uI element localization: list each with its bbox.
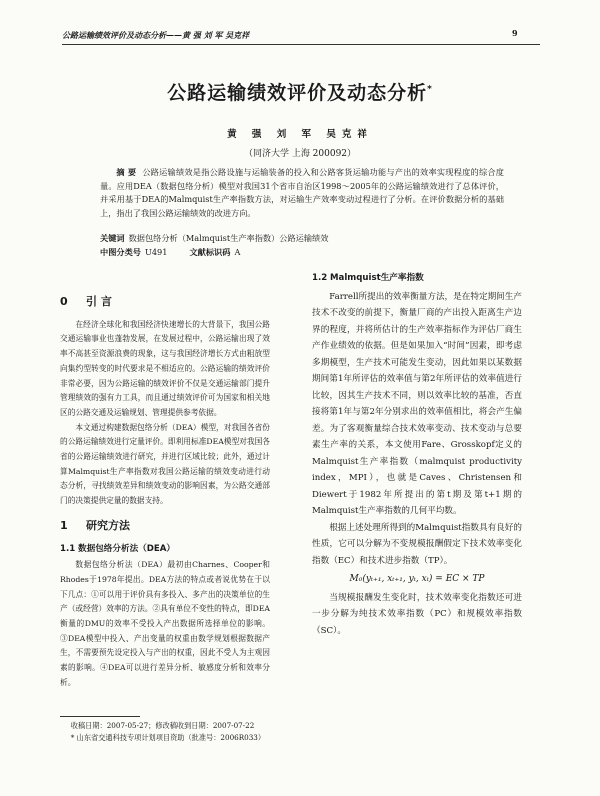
classification-line xyxy=(100,246,504,259)
section-number: 0 xyxy=(60,295,68,308)
subsection-number: 1.2 xyxy=(312,273,328,283)
doc-label: 文献标识码 xyxy=(189,247,231,257)
section-heading-methods xyxy=(60,519,270,534)
doc-value: A xyxy=(234,247,241,257)
keywords-text: 数据包络分析（Malmquist生产率指数）公路运输绩效 xyxy=(128,233,329,243)
footnote-divider xyxy=(60,716,140,717)
section-heading-intro xyxy=(60,295,270,310)
malmquist-formula: M₀(yₜ₊₁, xₜ₊₁, yₜ, xₜ) = EC × TP xyxy=(349,574,485,584)
class-value: U491 xyxy=(144,247,168,257)
subsection-heading-malmquist xyxy=(312,270,522,287)
article-title-text: 公路运输绩效评价及动态分析 xyxy=(167,82,428,104)
page-number: 9 xyxy=(512,28,518,38)
running-head xyxy=(62,30,540,45)
article-affiliation: （同济大学 上海 200092） xyxy=(243,149,357,159)
keywords-line xyxy=(100,232,504,245)
subsection-heading-dea xyxy=(60,542,270,557)
malmquist-paragraph-2: 根据上述处理所得到的Malmquist指数具有良好的性质，它可以分解为不变规模报酬假定下技术效率变化指数（EC）和技术进步指数（TP）。 xyxy=(312,522,522,566)
article-title xyxy=(0,78,600,105)
malmquist-paragraph-1: Farrell所提出的效率衡量方法，是在特定期间生产技术不改变的前提下，衡量厂商的产出投入距离生产边界的程度，并将所估计的生产效率指标作为评估厂商生产作业绩效的依据。但是如果加入“时间”因素，即考虑多期模型，生产技术可能发生变动，因此如果以某数据期间第1年所评估的效率值与第2年所评估的效率值进行比较，因其生产技术不同，则以效率比较的基准，否直接将第1年与第2年分别求出的效率值相比，将会产生偏差。为了客观衡量综合技术效率变动、技术变动与总要素生产率的关系，本文使用Fare、Grosskopf定义的Malmquist生产率指数（malmquist productivity index，MPI），也就是Caves、Christensen和Diewert于1982年所提出的第t期及第t+1期的Malmquist生产率指数的几何平均数。 xyxy=(312,291,522,516)
malmquist-paragraph-3: 当规模报酬发生变化时，技术效率变化指数还可进一步分解为纯技术效率指数（PC）和规模效率指数（SC）。 xyxy=(312,592,522,636)
intro-paragraph-2: 本文通过构建数据包络分析（DEA）模型，对我国各省份的公路运输绩效进行定量评价。即利用标准DEA模型对我国各省的公路运输绩效进行研究，并进行区域比较；此外，通过计算Malmquist生产率指数对我国公路运输的绩效变动进行动态分析，寻找绩效差异和绩效变动的影响因素，为公路交通部门的决策提供定量的数据支持。 xyxy=(60,422,270,506)
keywords-label: 关键词 xyxy=(100,233,125,243)
class-label: 中图分类号 xyxy=(100,247,141,257)
left-column xyxy=(60,285,270,691)
dea-paragraph: 数据包络分析法（DEA）最初由Charnes、Cooper和Rhodes于1978年提出。DEA方法的特点或者说优势在于以下几点：①可以用于评价具有多投入、多产出的决策单位的生产（或经营）效率的方法。②具有单位不变性的特点，即DEA衡量的DMU的效率不受投入产出数据所选择单位的影响。③DEA模型中投入、产出变量的权重由数学规划根据数据产生，不需要预先设定投入与产出的权重，因此不受人为主观因素的影响。④DEA可以进行差异分析、敏感度分析和效率分析。 xyxy=(60,560,270,687)
intro-paragraph-1: 在经济全球化和我国经济快速增长的大背景下，我国公路交通运输事业也蓬勃发展，在发展过程中，公路运输出现了效率不高甚至资源浪费的现象，这与我国经济增长方式由粗放型向集约型转变的时代要求是不相适应的。公路运输的绩效评价非常必要，因为公路运输的绩效评价不仅是交通运输部门提升管理绩效的强有力工具，而且通过绩效评价可为国家和相关地区的公路交通及运输规划、管理提供参考依据。 xyxy=(60,319,270,417)
title-footnote-mark: * xyxy=(427,84,433,95)
subsection-title: Malmquist生产率指数 xyxy=(330,273,424,283)
section-number: 1 xyxy=(60,518,68,532)
abstract xyxy=(100,166,504,221)
section-title: 引 言 xyxy=(86,295,112,308)
footnote-received: 收稿日期：2007-05-27；修改稿收到日期：2007-07-22 xyxy=(70,721,255,730)
abstract-label: 摘 要 xyxy=(116,167,137,177)
abstract-text: 公路运输绩效是指公路设施与运输装备的投入和公路客货运输功能与产出的效率实现程度的综合度量。应用DEA（数据包络分析）模型对我国31个省市自治区1998～2005年的公路运输绩效进行了总体评价，并采用基于DEA的Malmquist生产率指数方法，对运输生产效率变动过程进行了分析。在评价数据分析的基础上，指出了我国公路运输绩效的改进方向。 xyxy=(100,167,504,219)
section-title: 研究方法 xyxy=(86,518,130,532)
right-column xyxy=(312,268,522,639)
footnote-fund: * 山东省交通科技专项计划项目资助（批准号：2006R033） xyxy=(70,733,266,742)
running-head-text: 公路运输绩效评价及动态分析——黄 强 刘 军 吴克祥 xyxy=(62,30,250,40)
subsection-number: 1.1 xyxy=(60,543,76,554)
article-authors: 黄 强 刘 军 吴克祥 xyxy=(227,129,373,140)
footnotes xyxy=(60,720,270,744)
subsection-title: 数据包络分析法（DEA） xyxy=(78,543,175,554)
